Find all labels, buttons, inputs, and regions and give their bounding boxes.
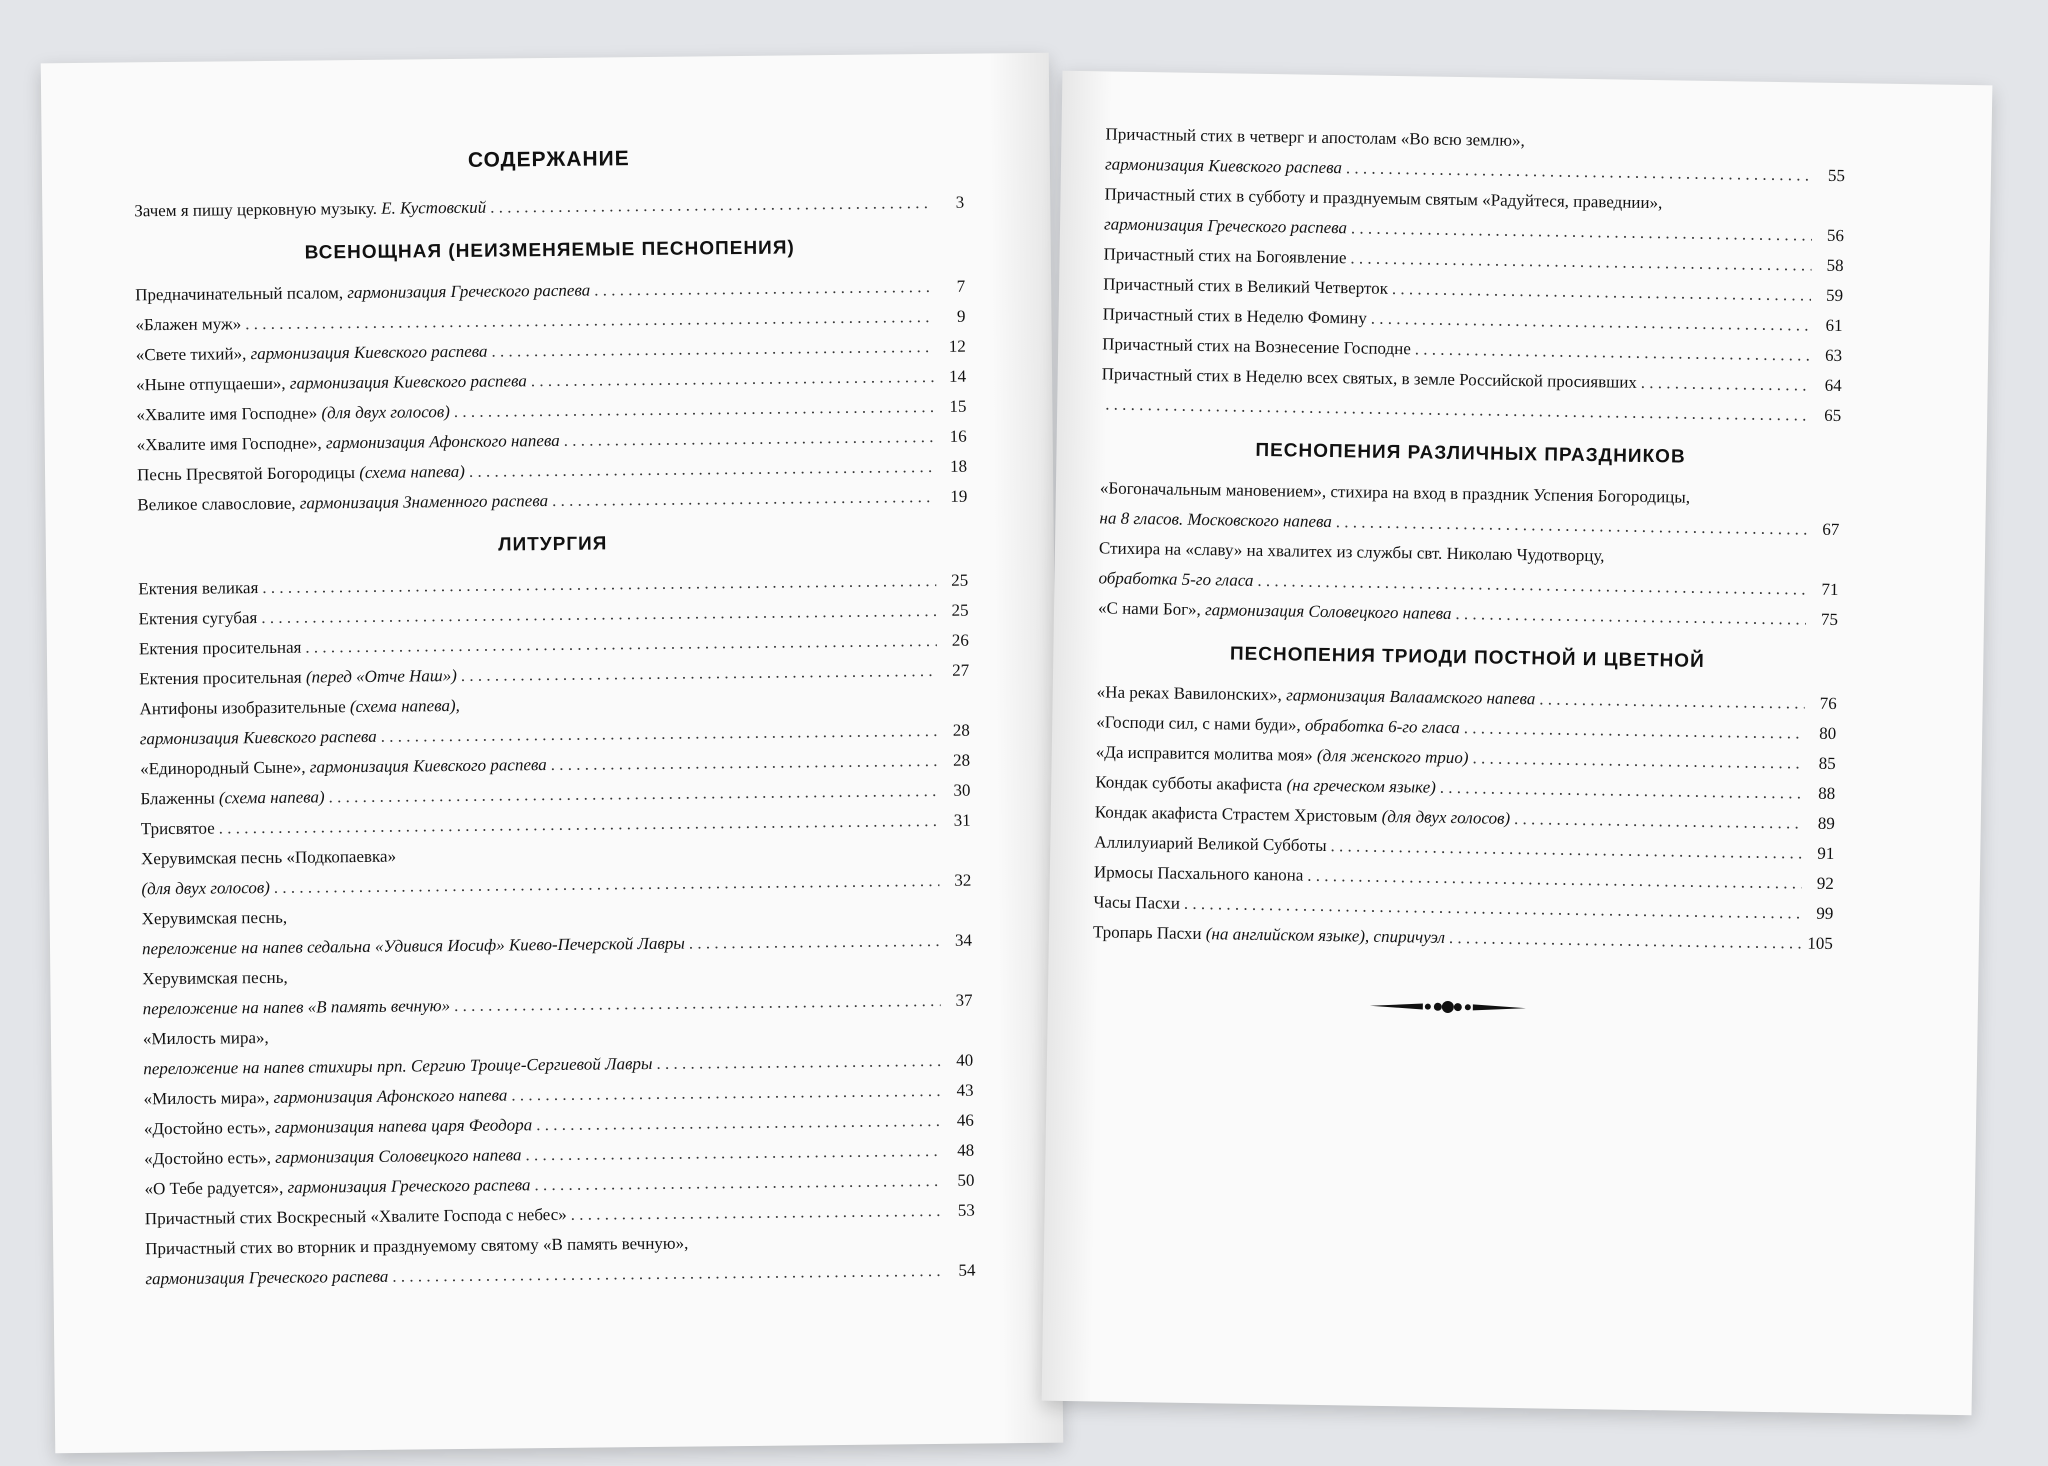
toc-entry-label xyxy=(1094,857,1304,890)
toc-page-number: 67 xyxy=(1822,519,1840,540)
toc-entry-italic: (перед «Отче Наш») xyxy=(305,665,457,687)
toc-page-number: 14 xyxy=(948,366,967,386)
toc-entry-text: Ектения просительная xyxy=(138,637,302,659)
dot-leader xyxy=(534,1166,942,1200)
toc-entry-italic: гармонизация Киевского распева xyxy=(289,371,527,393)
toc-page-number: 9 xyxy=(956,306,966,326)
toc-entry-text: Причастный стих в Неделю Фомину xyxy=(1102,304,1368,328)
toc-entry-text: Причастный стих в субботу и празднуемым святым «Радуйтеся, праведнии», xyxy=(1104,184,1663,213)
toc-entry-italic: гармонизация Знаменного распева xyxy=(299,491,549,513)
toc-entry-italic: гармонизация Афонского напева xyxy=(273,1085,508,1107)
toc-entry-continuation: на 8 гласов. Московского напева xyxy=(1099,508,1332,532)
toc-entry-label xyxy=(1102,299,1367,333)
toc-entry-text: «Достойно есть», xyxy=(143,1117,271,1139)
toc-entry-text: Причастный стих во вторник и празднуемому святому «В память вечную», xyxy=(145,1233,689,1259)
toc-entry-text: Блаженны xyxy=(140,788,215,809)
dot-leader xyxy=(490,188,932,223)
toc-right-column xyxy=(1093,119,1846,959)
toc-entry-label xyxy=(1098,593,1452,629)
toc-entry-text: «Милость мира», xyxy=(142,1027,269,1049)
toc-entry-label xyxy=(139,633,302,665)
toc-page-number: 92 xyxy=(1816,873,1834,893)
dot-leader xyxy=(1449,923,1801,959)
toc-entry-text: «На реках Вавилонских», xyxy=(1096,682,1283,705)
toc-entry-text: «С нами Бог», xyxy=(1097,598,1202,620)
toc-entry-text: Причастный стих в четверг и апостолам «Во всю землю», xyxy=(1105,124,1525,151)
toc-entry-text: Предначинательный псалом, xyxy=(135,283,344,305)
toc-entry-text: Трисвятое xyxy=(140,818,215,839)
toc-page-number: 50 xyxy=(957,1170,975,1190)
toc-page-number: 30 xyxy=(953,780,971,800)
toc-page-number: 76 xyxy=(1819,693,1837,714)
toc-entry-label xyxy=(135,309,241,340)
section-title: ЛИТУРГИЯ xyxy=(498,533,608,556)
toc-entry-text: Антифоны изобразительные xyxy=(139,697,346,719)
toc-page-number: 26 xyxy=(951,630,969,650)
toc-page-number: 46 xyxy=(956,1110,974,1130)
toc-entry-text: Причастный стих на Богоявление xyxy=(1103,244,1347,268)
toc-entry-italic: (схема напева) xyxy=(359,461,466,483)
toc-entry-label xyxy=(138,603,257,634)
toc-entry-italic: Е. Кустовский xyxy=(381,197,487,218)
toc-entry-text: Причастный стих Воскресный «Хвалите Господа с небес» xyxy=(144,1204,567,1229)
toc-entry-text: Херувимская песнь «Подкопаевка» xyxy=(140,846,397,869)
toc-entry-label xyxy=(136,337,488,371)
toc-entry-text: «О Тебе радуется», xyxy=(144,1177,284,1199)
toc-list-right xyxy=(1093,119,1846,959)
toc-entry-italic: гармонизация Греческого распева xyxy=(287,1175,531,1197)
dot-leader xyxy=(1641,368,1810,401)
toc-entry-label xyxy=(140,782,324,814)
toc-entry-text: Тропарь Пасхи xyxy=(1092,922,1202,944)
dot-leader xyxy=(552,482,936,516)
toc-entry-italic: (схема напева) xyxy=(218,787,325,808)
toc-entry-text: Херувимская песнь, xyxy=(142,967,288,989)
toc-entry-italic: гармонизация Киевского распева xyxy=(309,755,547,777)
toc-entry xyxy=(134,188,964,227)
left-page xyxy=(41,53,1064,1453)
toc-entry-label xyxy=(143,1080,507,1114)
toc-entry-italic: гармонизация Киевского распева xyxy=(250,341,488,364)
toc-entry-label xyxy=(144,1140,522,1174)
dot-leader xyxy=(525,1136,942,1170)
toc-entry-label xyxy=(140,750,547,784)
toc-page-number: 31 xyxy=(953,810,971,830)
toc-page-number: 89 xyxy=(1817,813,1835,834)
toc-page-number: 27 xyxy=(952,660,970,680)
toc-entry-label xyxy=(137,426,560,460)
toc-entry-text: Кондак акафиста Страстем Христовым xyxy=(1094,802,1378,826)
toc-entry-label xyxy=(1103,269,1388,303)
toc-entry-text: Причастный стих в Великий Четверток xyxy=(1103,274,1389,298)
toc-page-number: 28 xyxy=(952,720,970,740)
toc-page-number: 28 xyxy=(952,750,971,770)
toc-page-number: 18 xyxy=(949,456,968,476)
toc-entry-italic: (для двух голосов) xyxy=(321,402,450,423)
toc-entry-label xyxy=(144,1110,533,1144)
toc-page-number: 54 xyxy=(958,1260,976,1280)
toc-entry-text: «Хвалите имя Господне» xyxy=(136,403,318,425)
toc-entry-continuation: обработка 5-го гласа xyxy=(1098,568,1254,590)
toc-entry-text: Ектения великая xyxy=(138,578,259,599)
toc-page-number: 105 xyxy=(1807,933,1834,953)
toc-entry-italic: (на английском языке), спиричуэл xyxy=(1205,924,1446,947)
section-title: ПЕСНОПЕНИЯ ТРИОДИ ПОСТНОЙ И ЦВЕТНОЙ xyxy=(1229,643,1705,672)
dot-leader xyxy=(491,332,934,367)
toc-entry-italic: гармонизация Греческого распева xyxy=(347,280,591,303)
toc-page-number: 37 xyxy=(955,990,973,1010)
toc-page-number: 61 xyxy=(1825,315,1843,336)
toc-list-left xyxy=(134,188,975,1295)
toc-entry-text: «Господи сил, с нами буди», xyxy=(1096,712,1301,735)
toc-entry-text: «Ныне отпущаеши», xyxy=(136,373,286,395)
toc-entry-italic: гармонизация Соловецкого напева xyxy=(275,1145,522,1167)
toc-entry-continuation: гармонизация Киевского распева xyxy=(1104,154,1343,178)
toc-entry-label xyxy=(145,1200,567,1234)
toc-page-number: 3 xyxy=(955,192,965,212)
toc-page-number: 85 xyxy=(1818,753,1836,774)
toc-entry-text: Причастный стих в Неделю всех святых, в земле Российской просиявших xyxy=(1101,364,1638,392)
toc-entry-italic: гармонизация напева царя Феодора xyxy=(274,1115,533,1137)
toc-entry-text: «Блажен муж» xyxy=(135,314,242,335)
toc-entry-text: Причастный стих на Вознесение Господне xyxy=(1102,334,1411,359)
toc-entry-continuation: гармонизация Киевского распева xyxy=(139,726,377,749)
toc-entry-text: Ектения просительная xyxy=(139,667,302,689)
toc-entry-text: Аллилуиарий Великой Субботы xyxy=(1094,832,1327,856)
dot-leader xyxy=(536,1106,942,1140)
toc-entry-continuation: гармонизация Греческого распева xyxy=(1103,214,1348,238)
toc-page-number: 40 xyxy=(956,1050,974,1070)
toc-page-number: 7 xyxy=(956,276,966,296)
dot-leader xyxy=(551,746,939,780)
toc-page-number: 88 xyxy=(1818,783,1836,804)
toc-entry-label xyxy=(139,661,457,694)
toc-entry-continuation: переложение на напев «В память вечную» xyxy=(142,996,451,1019)
toc-entry-label xyxy=(135,276,590,311)
toc-entry-text: «Милость мира», xyxy=(143,1087,270,1109)
toc-entry-label xyxy=(137,486,548,520)
dot-leader xyxy=(1514,804,1803,839)
toc-entry-italic: (схема напева), xyxy=(349,695,460,717)
ornament-divider-icon xyxy=(1368,994,1528,1021)
toc-entry-label xyxy=(1093,887,1180,918)
toc-entry-label xyxy=(1094,827,1327,861)
toc-page-number: 32 xyxy=(954,870,972,890)
toc-entry-label xyxy=(1093,917,1445,953)
dot-leader xyxy=(461,656,938,691)
toc-entry-italic: (на греческом языке) xyxy=(1286,775,1437,797)
toc-entry-continuation: (для двух голосов) xyxy=(141,877,270,899)
section-title: ВСЕНОЩНАЯ (НЕИЗМЕНЯЕМЫЕ ПЕСНОПЕНИЯ) xyxy=(304,237,795,264)
toc-entry-text: Великое славословие, xyxy=(137,493,296,515)
toc-page-number: 65 xyxy=(1824,405,1842,426)
toc-entry-text: Ирмосы Пасхального канона xyxy=(1093,862,1304,885)
toc-entry-label xyxy=(134,193,486,227)
toc-entry-italic: гармонизация Валаамского напева xyxy=(1286,685,1536,709)
dot-leader xyxy=(571,1196,943,1230)
toc-page-number: 56 xyxy=(1826,225,1845,246)
dot-leader xyxy=(656,1046,941,1079)
toc-page-number: 63 xyxy=(1824,345,1843,366)
dot-leader xyxy=(1539,684,1805,718)
toc-page-number: 58 xyxy=(1826,255,1844,276)
toc-page-number: 34 xyxy=(954,930,973,950)
toc-page-number: 25 xyxy=(951,570,969,590)
toc-page-number: 25 xyxy=(951,600,969,620)
toc-entry-text: Стихира на «славу» на хвалитех из службы свт. Николаю Чудотворцу, xyxy=(1098,538,1605,566)
dot-leader xyxy=(1455,599,1806,635)
toc-page-number: 43 xyxy=(956,1080,974,1100)
toc-page-number: 91 xyxy=(1817,843,1835,863)
toc-page-number: 19 xyxy=(950,486,968,506)
toc-entry-text: Херувимская песнь, xyxy=(141,907,288,929)
toc-entry-label xyxy=(136,397,450,430)
toc-entry-text: Кондак субботы акафиста xyxy=(1095,772,1283,795)
toc-page-number: 59 xyxy=(1825,285,1844,306)
dot-leader xyxy=(564,422,935,456)
dot-leader xyxy=(531,362,935,396)
right-page xyxy=(1042,71,1993,1415)
toc-page-number: 55 xyxy=(1827,165,1846,186)
toc-page-number: 53 xyxy=(957,1200,975,1220)
toc-entry-italic: (для женского трио) xyxy=(1316,745,1469,768)
toc-entry-label xyxy=(137,457,465,490)
toc-entry-italic: обработка 6-го гласа xyxy=(1304,715,1461,738)
toc-entry-text: Зачем я пишу церковную музыку. xyxy=(134,198,378,221)
dot-leader xyxy=(392,1256,943,1292)
dot-leader xyxy=(469,452,935,487)
toc-entry-label xyxy=(141,814,215,845)
toc-page-number: 64 xyxy=(1824,375,1842,396)
toc-entry-text: Ектения сугубая xyxy=(138,608,258,629)
dot-leader xyxy=(594,272,933,306)
toc-page-number: 75 xyxy=(1820,609,1839,630)
toc-entry-text: Часы Пасхи xyxy=(1093,892,1181,913)
section-title: ПЕСНОПЕНИЯ РАЗЛИЧНЫХ ПРАЗДНИКОВ xyxy=(1255,439,1686,468)
toc-entry-continuation: переложение на напев стихиры прп. Сергию Троице-Сергиевой Лавры xyxy=(143,1053,653,1079)
toc-page-number: 12 xyxy=(948,336,966,356)
toc-entry-label xyxy=(136,366,527,400)
toc-entry-label xyxy=(1102,329,1411,364)
toc-page-number: 99 xyxy=(1816,903,1834,923)
toc-left-column xyxy=(134,144,976,1295)
toc-entry-text: «Единородный Сыне», xyxy=(140,757,306,779)
toc-entry-text: «Достойно есть», xyxy=(144,1147,271,1169)
toc-entry-continuation: гармонизация Греческого распева xyxy=(145,1266,389,1289)
toc-entry-text: «Богоначальным мановением», стихира на вход в праздник Успения Богородицы, xyxy=(1099,478,1691,507)
toc-page-number: 48 xyxy=(957,1140,975,1160)
toc-page-number: 16 xyxy=(949,426,967,446)
toc-entry-italic: гармонизация Соловецкого напева xyxy=(1204,600,1452,623)
toc-entry-label xyxy=(144,1170,530,1204)
dot-leader xyxy=(689,926,940,959)
dot-leader xyxy=(511,1076,942,1111)
toc-page-number: 80 xyxy=(1819,723,1837,744)
toc-entry-text: «Да исправится молитва моя» xyxy=(1095,742,1313,765)
toc-entry-label xyxy=(138,573,258,604)
toc-entry-italic: гармонизация Афонского напева xyxy=(325,430,560,453)
dot-leader xyxy=(454,986,941,1021)
page-title: СОДЕРЖАНИЕ xyxy=(467,147,630,172)
toc-entry-label xyxy=(1103,239,1346,273)
toc-page-number: 15 xyxy=(949,396,967,416)
toc-entry-text: «Свете тихий», xyxy=(135,344,247,365)
toc-entry-text: «Хвалите имя Господне», xyxy=(136,433,322,455)
toc-entry-text: Песнь Пресвятой Богородицы xyxy=(136,463,356,485)
toc-page-number: 71 xyxy=(1821,579,1839,600)
toc-entry-continuation: переложение на напев седальна «Удивися Иосиф» Киево-Печерской Лавры xyxy=(141,933,685,959)
toc-entry-italic: (для двух голосов) xyxy=(1381,806,1511,828)
